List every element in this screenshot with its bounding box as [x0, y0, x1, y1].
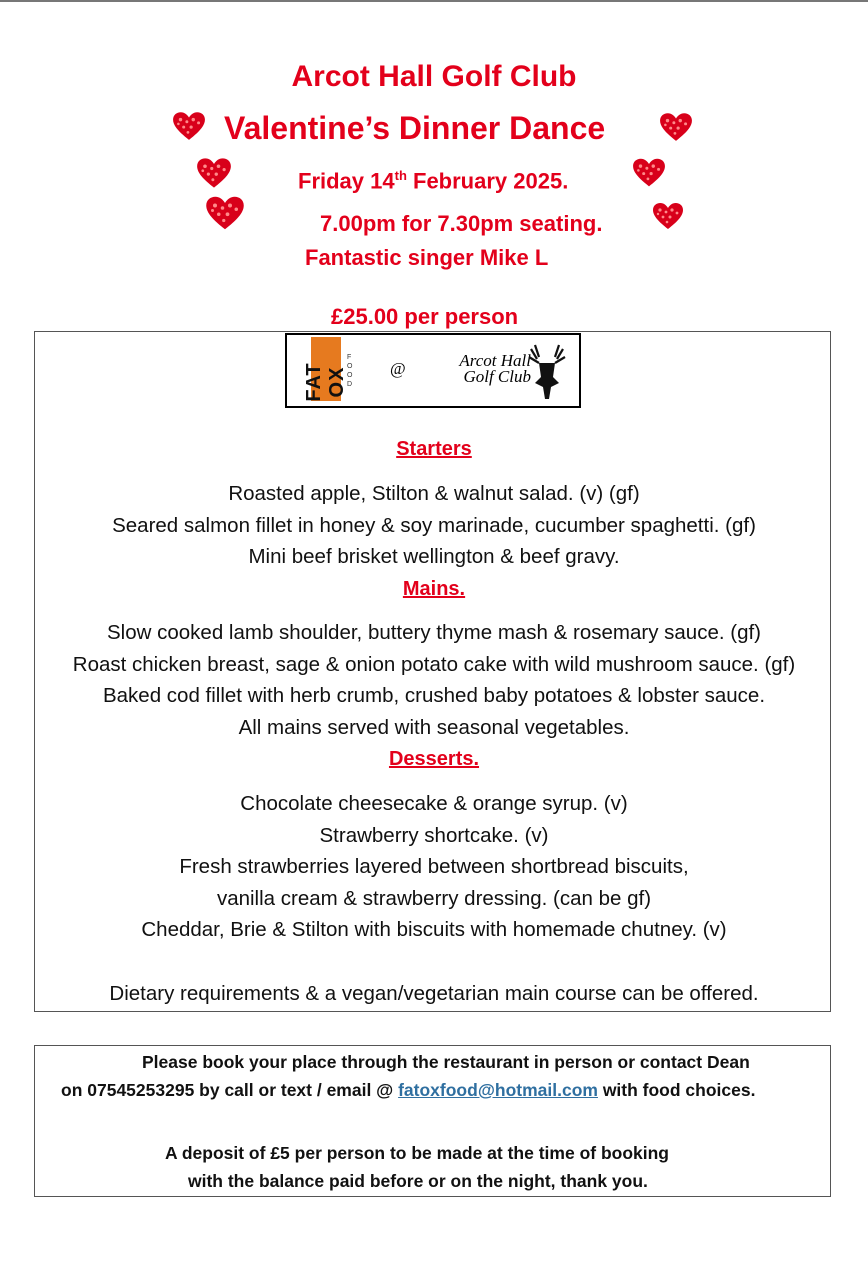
heart-icon [172, 111, 206, 141]
logo-banner: FAT OX FOOD @ Arcot Hall Golf Club [285, 333, 581, 408]
stag-icon [525, 343, 569, 401]
club-title: Arcot Hall Golf Club [291, 60, 577, 93]
desserts-heading: Desserts. [388, 748, 480, 770]
heart-icon [196, 157, 232, 189]
menu-item: Fresh strawberries layered between shortbread biscuits, [179, 855, 689, 878]
starters-heading: Starters [396, 438, 472, 460]
heart-icon [632, 157, 666, 188]
menu-item: Strawberry shortcake. (v) [319, 824, 549, 847]
event-title: Valentine’s Dinner Dance [224, 110, 606, 146]
menu-item: Mini beef brisket wellington & beef gravy. [248, 545, 620, 568]
menu-item: Seared salmon fillet in honey & soy marinade, cucumber spaghetti. (gf) [112, 514, 756, 537]
top-border [0, 0, 868, 2]
heart-icon [652, 202, 684, 230]
dietary-note: Dietary requirements & a vegan/vegetarian main course can be offered. [109, 982, 759, 1005]
fat-ox-logo: FAT OX [311, 337, 341, 401]
menu-item: Chocolate cheesecake & orange syrup. (v) [240, 792, 628, 815]
menu-item: Slow cooked lamb shoulder, buttery thyme mash & rosemary sauce. (gf) [106, 621, 761, 644]
booking-line-1: Please book your place through the restaurant in person or contact Dean [142, 1052, 750, 1072]
event-date: Friday 14th February 2025. [298, 168, 569, 194]
price: £25.00 per person [331, 304, 519, 329]
menu-item: All mains served with seasonal vegetables. [238, 716, 630, 739]
menu-item: Baked cod fillet with herb crumb, crushed baby potatoes & lobster sauce. [102, 684, 766, 707]
menu-item: Roast chicken breast, sage & onion potato cake with wild mushroom sauce. (gf) [72, 653, 796, 676]
menu-item: Cheddar, Brie & Stilton with biscuits with homemade chutney. (v) [141, 918, 727, 941]
event-singer: Fantastic singer Mike L [305, 245, 549, 270]
arcot-hall-logo: Arcot Hall Golf Club [459, 351, 531, 386]
event-time: 7.00pm for 7.30pm seating. [320, 211, 603, 236]
heart-icon [205, 195, 245, 231]
booking-line-2: on 07545253295 by call or text / email @ fatoxfood@hotmail.com with food choices. [61, 1080, 756, 1100]
menu-item: vanilla cream & strawberry dressing. (can be gf) [216, 887, 652, 910]
heart-icon [659, 112, 693, 142]
mains-heading: Mains. [402, 578, 466, 600]
email-link[interactable]: fatoxfood@hotmail.com [398, 1080, 598, 1100]
at-symbol: @ [390, 359, 406, 378]
menu-item: Roasted apple, Stilton & walnut salad. (v) (gf) [228, 482, 640, 505]
deposit-line-1: A deposit of £5 per person to be made at the time of booking [165, 1143, 669, 1163]
deposit-line-2: with the balance paid before or on the night, thank you. [188, 1171, 648, 1191]
